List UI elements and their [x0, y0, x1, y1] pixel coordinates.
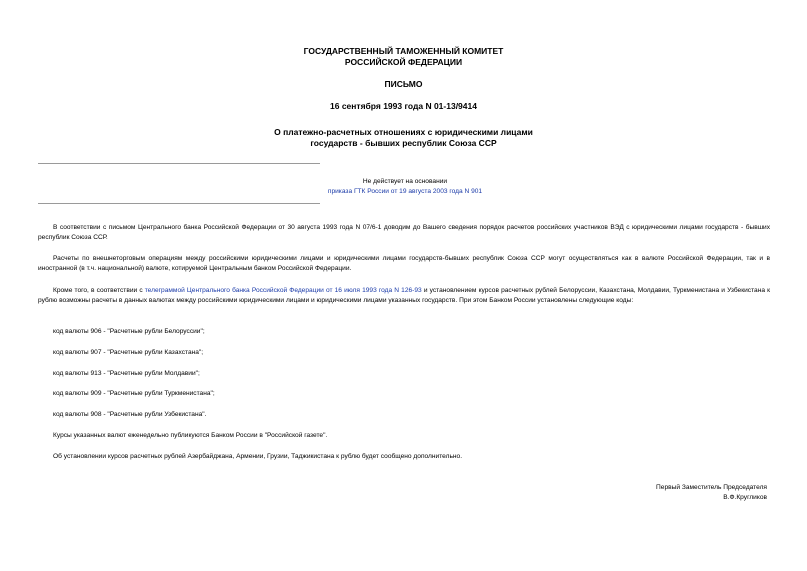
document-subject-line1: О платежно-расчетных отношениях с юридическими лицами — [274, 127, 533, 137]
currency-code-907: код валюты 907 - "Расчетные рубли Казахстана"; — [53, 349, 204, 356]
document-type: ПИСЬМО — [384, 79, 423, 89]
status-link[interactable]: приказа ГТК России от 19 августа 2003 года N 901 — [327, 188, 483, 195]
paragraph-3-text-start: Кроме того, в соответствии с — [53, 287, 145, 294]
paragraph-1: В соответствии с письмом Центрального банка Российской Федерации от 30 августа 1993 года N 07/6-1 доводим до Вашего сведения порядок расчетов российских участников ВЭД с юридическими лицами государств - бывших республик Союза ССР. — [38, 224, 770, 241]
currency-code-913: код валюты 913 - "Расчетные рубли Молдавии"; — [53, 370, 200, 377]
document-subject-line2: государств - бывших республик Союза ССР — [310, 138, 497, 148]
currency-code-908: код валюты 908 - "Расчетные рубли Узбекистана". — [53, 411, 207, 418]
paragraph-5: Об установлении курсов расчетных рублей Азербайджана, Армении, Грузии, Таджикистана к рублю будет сообщено дополнительно. — [53, 453, 463, 460]
divider-top — [38, 163, 320, 164]
paragraph-2: Расчеты по внешнеторговым операциям между российскими юридическими лицами и юридическими лицами государств-бывших республик Союза ССР могут осуществляться как в валюте Российской Федерации, так и в иностранной (в т.ч. национальной) валюте, котируемой Центральным банком Российской Федерации. — [38, 255, 770, 272]
currency-code-906: код валюты 906 - "Расчетные рубли Белоруссии"; — [53, 328, 205, 335]
paragraph-3-text-end: и установлением курсов расчетных рублей Белоруссии, Казахстана, Молдавии, Туркменистана и Узбекистана к рублю возможны расчеты в данных валютах между российскими юридическими лицами и юридическими лицами указанных государств. При этом Банком России установлены следующие коды: — [38, 287, 771, 304]
telegram-link[interactable]: телеграммой Центрального банка Российской Федерации от 16 июля 1993 года N 126-93 — [144, 287, 422, 294]
org-name-line1: ГОСУДАРСТВЕННЫЙ ТАМОЖЕННЫЙ КОМИТЕТ — [303, 46, 504, 56]
paragraph-4: Курсы указанных валют еженедельно публикуются Банком России в "Российской газете". — [53, 432, 328, 439]
currency-code-909: код валюты 909 - "Расчетные рубли Туркменистана"; — [53, 390, 215, 397]
signature-name: В.Ф.Кругликов — [723, 494, 767, 501]
paragraph-3 — [38, 286, 770, 306]
org-name-line2: РОССИЙСКОЙ ФЕДЕРАЦИИ — [344, 57, 463, 67]
document-date-number: 16 сентября 1993 года N 01-13/9414 — [330, 101, 477, 111]
status-text: Не действует на основании — [362, 178, 448, 185]
signature-title: Первый Заместитель Председателя — [656, 484, 767, 491]
divider-bottom — [38, 203, 320, 204]
